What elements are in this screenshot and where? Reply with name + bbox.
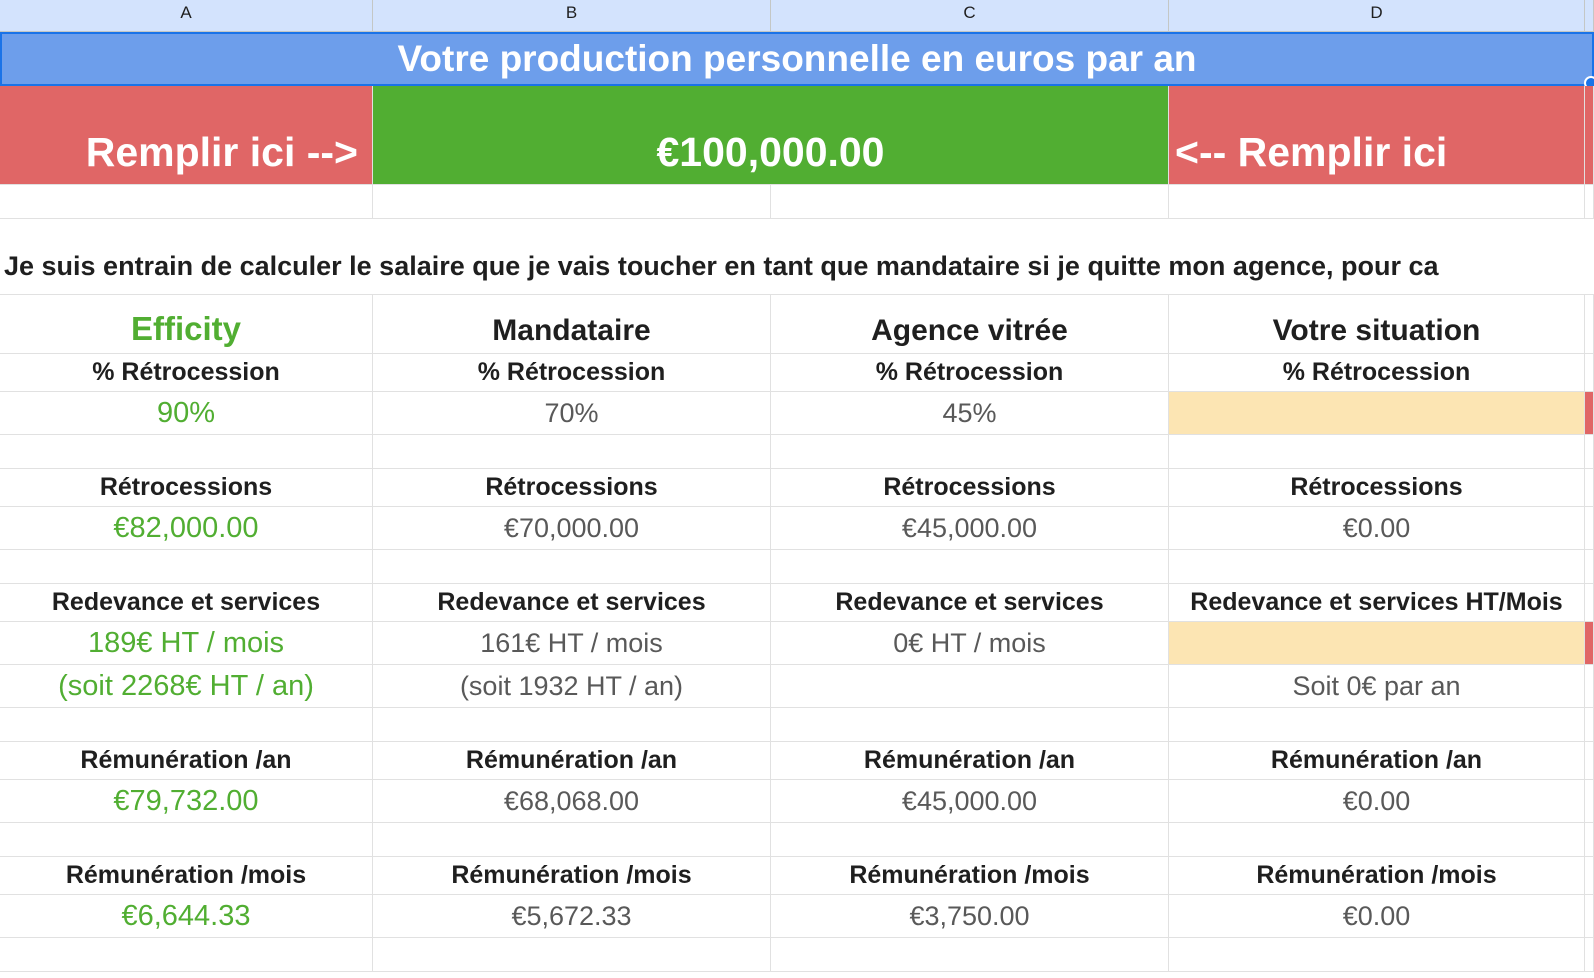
retro-pct-label[interactable]: % Rétrocession [1169, 354, 1585, 391]
redevance-monthly-row [0, 622, 1594, 665]
cell[interactable] [771, 823, 1169, 856]
cell[interactable] [373, 550, 771, 583]
column-header-e[interactable] [1585, 0, 1594, 32]
retro-pct-label-row [0, 354, 1594, 392]
empty-row [0, 823, 1594, 857]
cell[interactable] [0, 550, 373, 583]
column-headers [0, 0, 1594, 32]
production-value-cell[interactable]: €100,000.00 [373, 86, 1169, 184]
cell[interactable] [771, 435, 1169, 468]
redevance-label-situation[interactable]: Redevance et services HT/Mois [1169, 584, 1585, 621]
redevance-label[interactable]: Redevance et services [373, 584, 771, 621]
fill-here-right-cell[interactable]: <-- Remplir ici [1169, 86, 1585, 184]
retrocessions-label[interactable]: Rétrocessions [0, 469, 373, 506]
retro-pct-label[interactable]: % Rétrocession [373, 354, 771, 391]
retro-pct-agence[interactable]: 45% [771, 392, 1169, 434]
retrocessions-label-row [0, 469, 1594, 507]
retrocessions-label[interactable]: Rétrocessions [1169, 469, 1585, 506]
header-efficity[interactable]: Efficity [0, 295, 373, 353]
retro-pct-value-row [0, 392, 1594, 435]
remuneration-an-label-row [0, 742, 1594, 780]
cell[interactable] [1585, 895, 1594, 937]
fill-here-left-cell[interactable]: Remplir ici --> [0, 86, 373, 184]
remuneration-mois-situation[interactable]: €0.00 [1169, 895, 1585, 937]
cell[interactable] [0, 708, 373, 741]
redevance-monthly-agence[interactable]: 0€ HT / mois [771, 622, 1169, 664]
spreadsheet-grid [0, 32, 1594, 972]
cell[interactable] [1585, 185, 1594, 218]
title-cell[interactable] [0, 32, 1594, 86]
empty-row [0, 550, 1594, 584]
cell[interactable] [1585, 665, 1594, 707]
cell[interactable] [1585, 938, 1594, 971]
redevance-yearly-situation[interactable]: Soit 0€ par an [1169, 665, 1585, 707]
cell[interactable] [1585, 742, 1594, 779]
cell[interactable] [771, 938, 1169, 971]
header-row [0, 295, 1594, 354]
remuneration-an-label[interactable]: Rémunération /an [1169, 742, 1585, 779]
cell[interactable] [771, 185, 1169, 218]
redevance-label-row [0, 584, 1594, 622]
cell[interactable] [1169, 823, 1585, 856]
cell[interactable] [373, 938, 771, 971]
retrocessions-label[interactable]: Rétrocessions [771, 469, 1169, 506]
cell[interactable] [1585, 857, 1594, 894]
retro-pct-input-cell[interactable] [1169, 392, 1585, 434]
cell[interactable] [1585, 823, 1594, 856]
remuneration-mois-value-row [0, 895, 1594, 938]
remuneration-mois-label[interactable]: Rémunération /mois [1169, 857, 1585, 894]
retro-pct-label[interactable]: % Rétrocession [771, 354, 1169, 391]
redevance-yearly-mandataire[interactable]: (soit 1932 HT / an) [373, 665, 771, 707]
redevance-monthly-efficity[interactable]: 189€ HT / mois [0, 622, 373, 664]
remuneration-mois-label[interactable]: Rémunération /mois [0, 857, 373, 894]
empty-row [0, 435, 1594, 469]
redevance-label[interactable]: Redevance et services [771, 584, 1169, 621]
cell[interactable] [0, 823, 373, 856]
cell[interactable] [0, 185, 373, 218]
remuneration-an-mandataire[interactable]: €68,068.00 [373, 780, 771, 822]
empty-row [0, 185, 1594, 219]
header-agence-vitree[interactable]: Agence vitrée [771, 295, 1169, 353]
retrocessions-efficity[interactable]: €82,000.00 [0, 507, 373, 549]
cell[interactable] [1585, 622, 1594, 664]
remuneration-an-situation[interactable]: €0.00 [1169, 780, 1585, 822]
cell[interactable] [1585, 295, 1594, 353]
retro-pct-mandataire[interactable]: 70% [373, 392, 771, 434]
empty-row [0, 708, 1594, 742]
cell[interactable] [1585, 584, 1594, 621]
cell[interactable] [1585, 780, 1594, 822]
remuneration-mois-agence[interactable]: €3,750.00 [771, 895, 1169, 937]
column-header-a[interactable]: A [0, 0, 373, 32]
sentence-row[interactable] [0, 219, 1594, 295]
retrocessions-mandataire[interactable]: €70,000.00 [373, 507, 771, 549]
retro-pct-label[interactable]: % Rétrocession [0, 354, 373, 391]
cell[interactable] [1585, 708, 1594, 741]
cell[interactable] [1585, 392, 1594, 434]
retrocessions-situation[interactable]: €0.00 [1169, 507, 1585, 549]
column-header-d[interactable]: D [1169, 0, 1585, 32]
cell[interactable] [771, 708, 1169, 741]
column-header-b[interactable]: B [373, 0, 771, 32]
cell[interactable] [1169, 185, 1585, 218]
cell[interactable] [373, 823, 771, 856]
remuneration-an-value-row [0, 780, 1594, 823]
cell[interactable] [373, 708, 771, 741]
retrocessions-label[interactable]: Rétrocessions [373, 469, 771, 506]
cell[interactable] [1169, 550, 1585, 583]
remuneration-an-label[interactable]: Rémunération /an [0, 742, 373, 779]
remuneration-an-efficity[interactable]: €79,732.00 [0, 780, 373, 822]
remuneration-an-label[interactable]: Rémunération /an [373, 742, 771, 779]
cell[interactable] [1169, 435, 1585, 468]
redevance-label[interactable]: Redevance et services [0, 584, 373, 621]
column-header-c[interactable]: C [771, 0, 1169, 32]
header-votre-situation[interactable]: Votre situation [1169, 295, 1585, 353]
remuneration-mois-label-row [0, 857, 1594, 895]
cell-e-input[interactable] [1585, 86, 1594, 184]
redevance-yearly-row [0, 665, 1594, 708]
cell[interactable] [1585, 354, 1594, 391]
cell[interactable] [0, 435, 373, 468]
remuneration-mois-label[interactable]: Rémunération /mois [373, 857, 771, 894]
title-text: Votre production personnelle en euros par an [397, 38, 1197, 79]
retrocessions-value-row [0, 507, 1594, 550]
retro-pct-efficity[interactable]: 90% [0, 392, 373, 434]
cell[interactable] [373, 185, 771, 218]
remuneration-mois-mandataire[interactable]: €5,672.33 [373, 895, 771, 937]
cell[interactable] [1585, 507, 1594, 549]
redevance-yearly-agence[interactable] [771, 665, 1169, 707]
redevance-input-cell[interactable] [1169, 622, 1585, 664]
remuneration-mois-efficity[interactable]: €6,644.33 [0, 895, 373, 937]
remuneration-an-agence[interactable]: €45,000.00 [771, 780, 1169, 822]
retrocessions-agence[interactable]: €45,000.00 [771, 507, 1169, 549]
empty-row [0, 938, 1594, 972]
cell[interactable] [1169, 938, 1585, 971]
cell[interactable] [1169, 708, 1585, 741]
redevance-yearly-efficity[interactable]: (soit 2268€ HT / an) [0, 665, 373, 707]
cell[interactable] [1585, 550, 1594, 583]
header-mandataire[interactable]: Mandataire [373, 295, 771, 353]
remuneration-an-label[interactable]: Rémunération /an [771, 742, 1169, 779]
cell[interactable] [1585, 469, 1594, 506]
input-row [0, 86, 1594, 185]
cell[interactable] [1585, 435, 1594, 468]
redevance-monthly-mandataire[interactable]: 161€ HT / mois [373, 622, 771, 664]
remuneration-mois-label[interactable]: Rémunération /mois [771, 857, 1169, 894]
explanation-sentence: Je suis entrain de calculer le salaire que je vais toucher en tant que mandataire si je quitte mon agence, pour ca [4, 251, 1439, 281]
cell[interactable] [771, 550, 1169, 583]
cell[interactable] [0, 938, 373, 971]
cell[interactable] [373, 435, 771, 468]
